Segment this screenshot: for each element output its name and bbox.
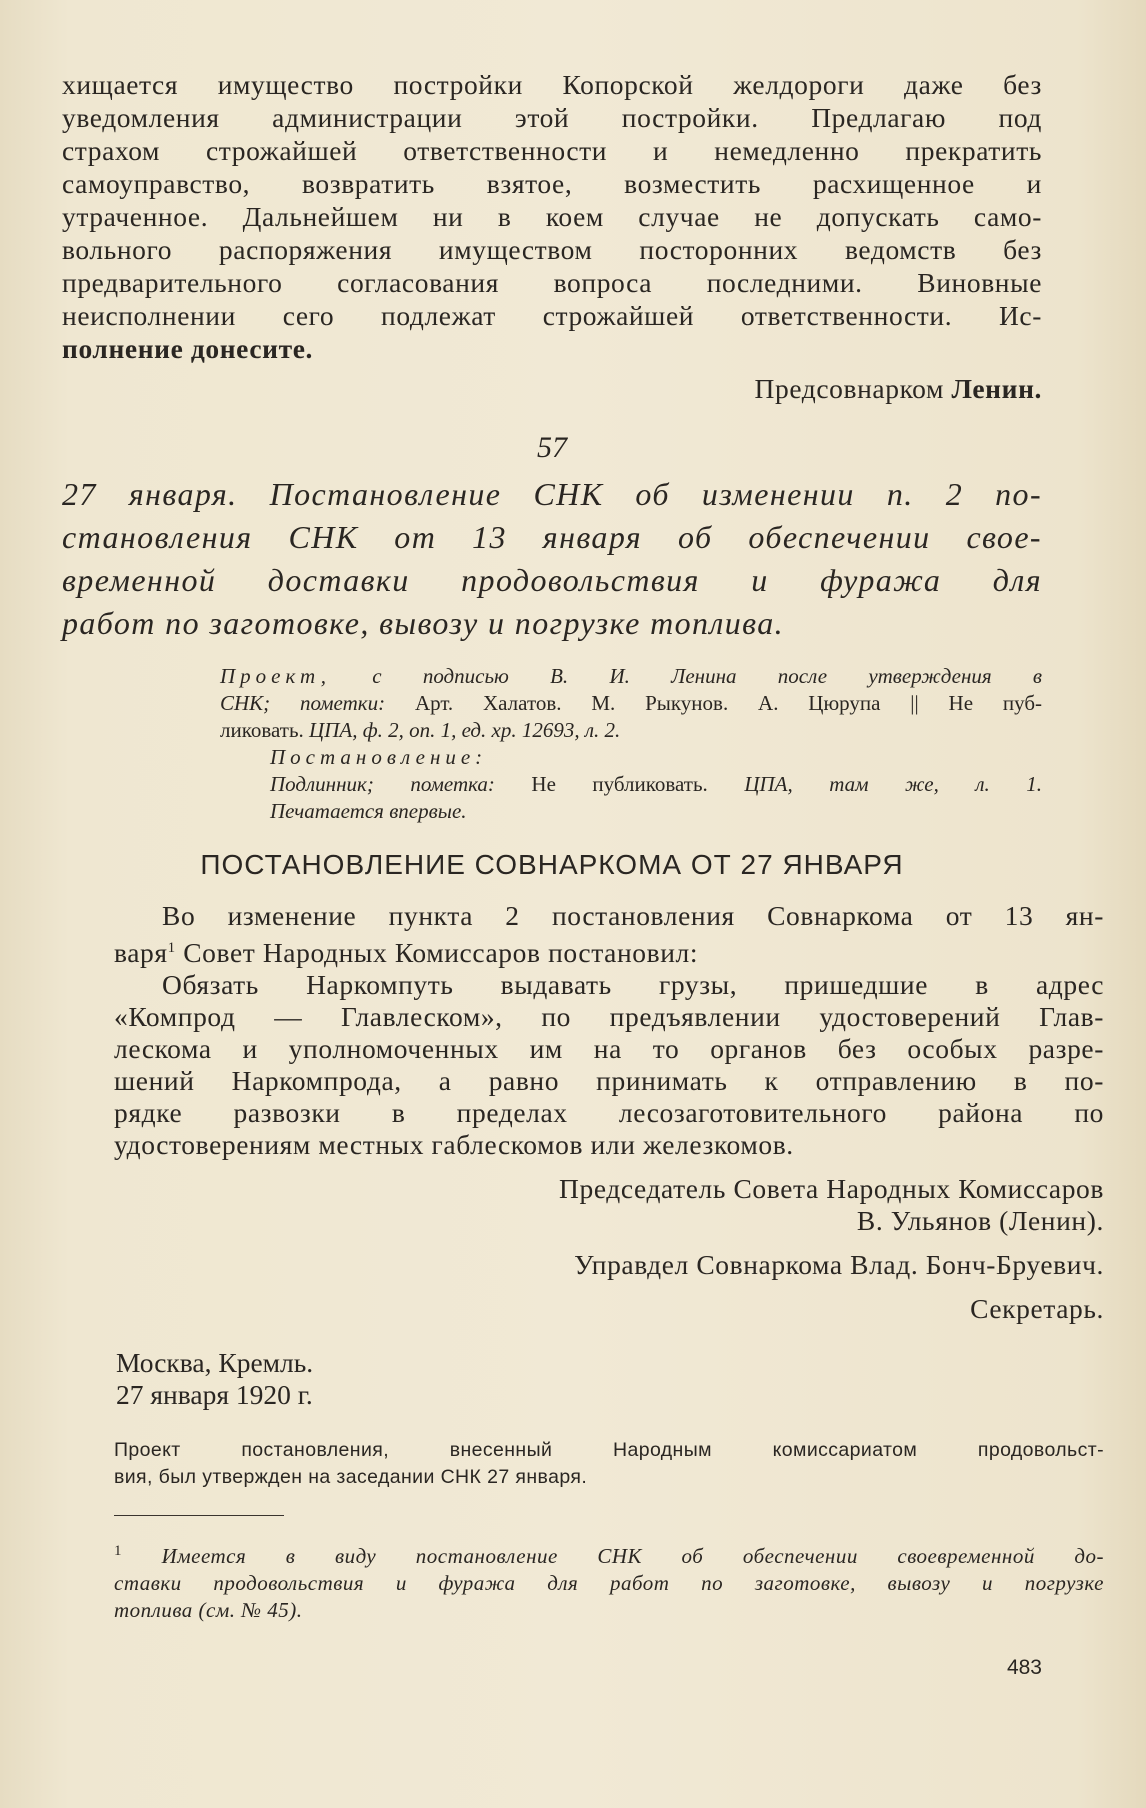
- resolution-body: [114, 900, 1104, 1161]
- chairman-name: В. Ульянов (Ленин).: [856, 1205, 1104, 1237]
- note-line: Подлинник; пометка: Не публиковать. ЦПА, там же, л. 1.: [270, 772, 1043, 796]
- page-content: [62, 68, 1042, 881]
- archival-notes: [220, 663, 1042, 825]
- chairman-title: Председатель Совета Народных Комиссаров: [559, 1173, 1104, 1205]
- text-line: Во изменение пункта 2 постановления Совнаркома от 13 ян-: [162, 900, 1104, 931]
- footnote: [114, 1538, 1104, 1624]
- manager-signature: Управдел Совнаркома Влад. Бонч-Бруевич.: [574, 1249, 1104, 1281]
- lenin-signature: [62, 373, 1042, 405]
- footnote-marker: 1: [167, 940, 176, 956]
- text-line: рядке развозки в пределах лесозаготовительного района по: [114, 1097, 1104, 1129]
- note-line: Проект, с подписью В. И. Ленина после утверждения в: [220, 664, 1043, 688]
- resolution-title: ПОСТАНОВЛЕНИЕ СОВНАРКОМА ОТ 27 ЯНВАРЯ: [200, 849, 904, 880]
- text-line: предварительного согласования вопроса последними. Виновные: [62, 267, 1042, 298]
- heading-line: становления СНК от 13 января об обеспечении свое-: [62, 519, 1042, 555]
- signature-block: [114, 1173, 1104, 1325]
- telegram-paragraph: [62, 68, 1042, 365]
- text-line: шений Наркомпрода, а равно принимать к отправлению в по-: [114, 1065, 1104, 1097]
- text-line: уведомления администрации этой постройки. Предлагаю под: [62, 102, 1042, 133]
- note-line: вия, был утвержден на заседании СНК 27 января.: [114, 1466, 588, 1489]
- text-line: Обязать Наркомпуть выдавать грузы, пришедшие в адрес: [162, 969, 1104, 1001]
- note-line: Печатается впервые.: [270, 799, 467, 823]
- draft-note: [114, 1437, 1104, 1491]
- text-line: хищается имущество постройки Копорской желдороги даже без: [62, 69, 1042, 100]
- document-number: 57: [537, 431, 567, 464]
- text-line: утраченное. Дальнейшем ни в коем случае не допускать само-: [62, 201, 1042, 232]
- footnote-line: ставки продовольствия и фуража для работ по заготовке, вывозу и погрузке: [114, 1571, 1104, 1596]
- signature-name: Ленин.: [951, 373, 1042, 404]
- page-number: 483: [1006, 1656, 1042, 1679]
- heading-line: работ по заготовке, вывозу и погрузке топлива.: [62, 605, 785, 641]
- footnote-line: топлива (см. № 45).: [114, 1598, 303, 1623]
- text-line: «Компрод — Главлеском», по предъявлении удостоверений Глав-: [114, 1001, 1104, 1033]
- secretary-signature: Секретарь.: [970, 1293, 1104, 1325]
- document-heading: [62, 473, 1042, 645]
- text-line: вольного распоряжения имуществом посторонних ведомств без: [62, 234, 1042, 265]
- place-date: [116, 1347, 1042, 1411]
- resolution-section: [62, 900, 1105, 1624]
- footnote-divider: [114, 1515, 284, 1516]
- text-line: неисполнении сего подлежат строжайшей ответственности. Ис-: [62, 300, 1042, 331]
- text-line: страхом строжайшей ответственности и немедленно прекратить: [62, 135, 1042, 166]
- note-line: Проект постановления, внесенный Народным комиссариатом продовольст-: [114, 1439, 1104, 1462]
- date: 27 января 1920 г.: [116, 1379, 313, 1411]
- note-line: ликовать. ЦПА, ф. 2, оп. 1, ед. хр. 12693, л. 2.: [220, 718, 621, 742]
- note-line: СНК; пометки: Арт. Халатов. М. Рыкунов. А. Цюрупа || Не пуб-: [220, 691, 1042, 715]
- text-line: полнение донесите.: [62, 333, 313, 364]
- text-line: удостоверениям местных габлескомов или железкомов.: [114, 1129, 794, 1161]
- place: Москва, Кремль.: [116, 1347, 314, 1379]
- footnote-line: $^1$ Имеется в виду постановление СНК об обеспечении своевременной до-: [114, 1543, 1105, 1569]
- text-line: самоуправство, возвратить взятое, возместить расхищенное и: [62, 168, 1042, 199]
- text-line: лескома и уполномоченных им на то органов без особых разре-: [114, 1033, 1104, 1065]
- heading-line: временной доставки продовольствия и фуража для: [62, 562, 1042, 598]
- text-line: варя$^1$ Совет Народных Комиссаров постановил:: [114, 937, 699, 969]
- heading-line: 27 января. Постановление СНК об изменении п. 2 по-: [62, 476, 1042, 512]
- signature-role: Предсовнарком: [754, 373, 944, 404]
- note-line: Постановление:: [270, 745, 488, 769]
